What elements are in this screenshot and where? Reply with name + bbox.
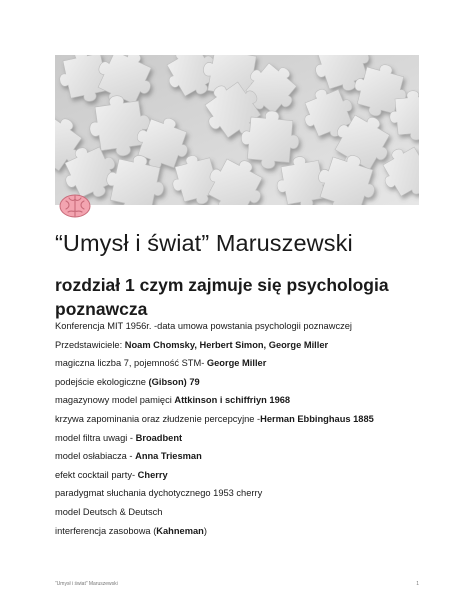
list-item: model osłabiacza - Anna Triesman xyxy=(55,451,202,462)
list-item: krzywa zapominania oraz złudzenie percepcyjne -Herman Ebbinghaus 1885 xyxy=(55,413,374,424)
page-footer xyxy=(55,581,419,587)
notes-list xyxy=(55,320,425,543)
page-number: 1 xyxy=(416,581,419,587)
footer-title: “Umysł i świat” Maruszewski xyxy=(55,581,118,587)
cover-image xyxy=(55,55,419,205)
list-item: podejście ekologiczne (Gibson) 79 xyxy=(55,376,200,387)
list-item: paradygmat słuchania dychotycznego 1953 cherry xyxy=(55,488,263,499)
list-item: model filtra uwagi - Broadbent xyxy=(55,432,183,443)
list-item: magazynowy model pamięci Attkinson i schiffriyn 1968 xyxy=(55,395,291,406)
puzzle-pieces-image xyxy=(55,55,419,205)
list-item: Konferencja MIT 1956r. -data umowa powstania psychologii poznawczej xyxy=(55,321,352,331)
document-title: “Umysł i świat” Maruszewski xyxy=(55,230,353,256)
brain-icon xyxy=(58,193,92,219)
list-item: efekt cocktail party- Cherry xyxy=(55,469,168,480)
list-item: magiczna liczba 7, pojemność STM- George Miller xyxy=(55,358,267,369)
list-item: Przedstawiciele: Noam Chomsky, Herbert Simon, George Miller xyxy=(55,339,329,350)
list-item: model Deutsch & Deutsch xyxy=(55,506,163,517)
section-heading: rozdział 1 czym zajmuje się psychologia poznawcza xyxy=(55,275,389,319)
list-item: interferencja zasobowa (Kahneman) xyxy=(55,525,207,536)
